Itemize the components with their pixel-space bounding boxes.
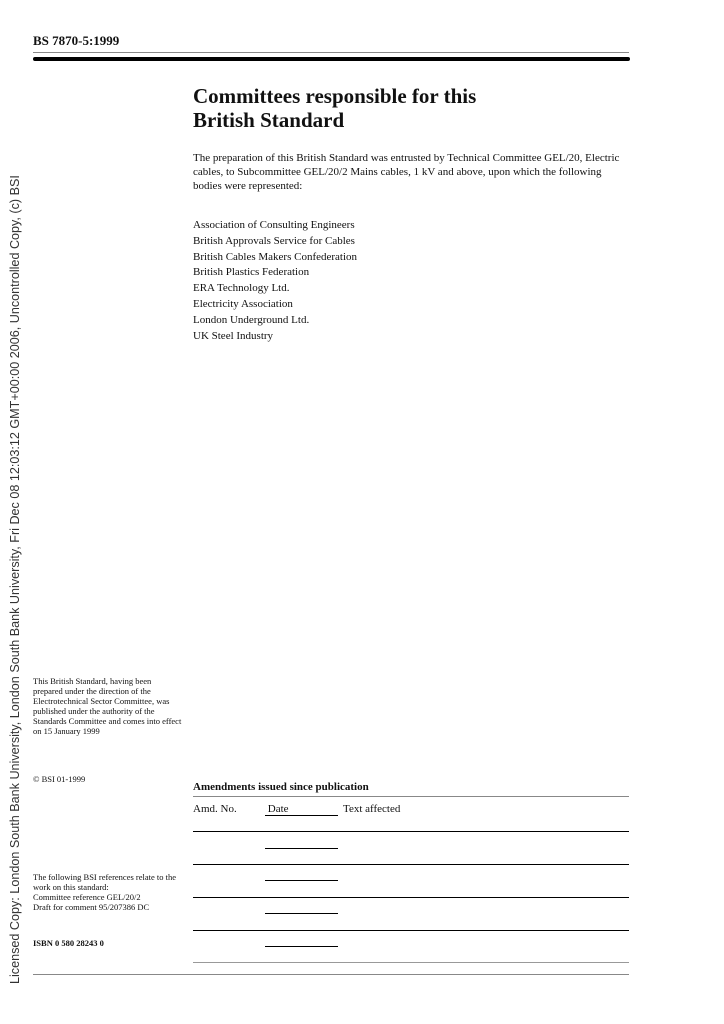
copyright-note: © BSI 01-1999 (33, 774, 86, 784)
header-thick-rule (33, 57, 630, 61)
footer-rule (33, 974, 629, 975)
page-title (193, 84, 476, 132)
title-line-2: British Standard (193, 108, 345, 132)
amendments-row-rule (193, 897, 629, 898)
draft-reference: Draft for comment 95/207386 DC (33, 902, 150, 912)
header-thin-rule (33, 52, 629, 53)
amendments-date-rule (265, 880, 338, 881)
amendments-col-date (265, 803, 338, 816)
list-item: British Approvals Service for Cables (193, 234, 355, 247)
references-note (33, 872, 183, 912)
committee-reference: Committee reference GEL/20/2 (33, 892, 141, 902)
publication-note: This British Standard, having been prepared under the direction of the Electrotechnical Sector Committee, was published under the authority of the Standards Committee and comes into effect on 15 January 1999 (33, 676, 182, 736)
list-item: British Plastics Federation (193, 266, 310, 279)
list-item: London Underground Ltd. (193, 313, 310, 326)
amendments-col-number: Amd. No. (193, 803, 237, 815)
standard-code: BS 7870-5:1999 (33, 33, 120, 48)
amendments-top-rule (193, 796, 629, 797)
amendments-row-rule (193, 930, 629, 931)
amendments-row-rule (193, 831, 629, 832)
list-item: British Cables Makers Confederation (193, 250, 358, 263)
list-item: Association of Consulting Engineers (193, 219, 355, 231)
license-watermark: Licensed Copy: London South Bank University, London South Bank University, Fri Dec 08 12:03:12 GMT+00:00 2006, Uncontrolled Copy, (c) BSI (8, 175, 22, 984)
amendments-row-rule (193, 962, 629, 963)
amendments-date-rule (265, 913, 338, 914)
intro-paragraph: The preparation of this British Standard was entrusted by Technical Committee GEL/20, Electric cables, to Subcommittee GEL/20/2 Mains cables, 1 kV and above, upon which the following bodies were represented: (193, 152, 620, 192)
amendments-col-date-label: Date (267, 803, 289, 815)
represented-bodies-list (193, 218, 357, 344)
title-line-1: Committees responsible for this (193, 84, 477, 108)
list-item: Electricity Association (193, 297, 293, 310)
amendments-row-rule (193, 864, 629, 865)
list-item: UK Steel Industry (193, 329, 274, 342)
list-item: ERA Technology Ltd. (193, 282, 290, 295)
isbn: ISBN 0 580 28243 0 (33, 938, 104, 948)
references-intro: The following BSI references relate to the work on this standard: (33, 872, 177, 892)
amendments-date-rule (265, 848, 338, 849)
amendments-col-text: Text affected (343, 803, 401, 815)
amendments-date-rule (265, 946, 338, 947)
amendments-title: Amendments issued since publication (193, 781, 369, 793)
